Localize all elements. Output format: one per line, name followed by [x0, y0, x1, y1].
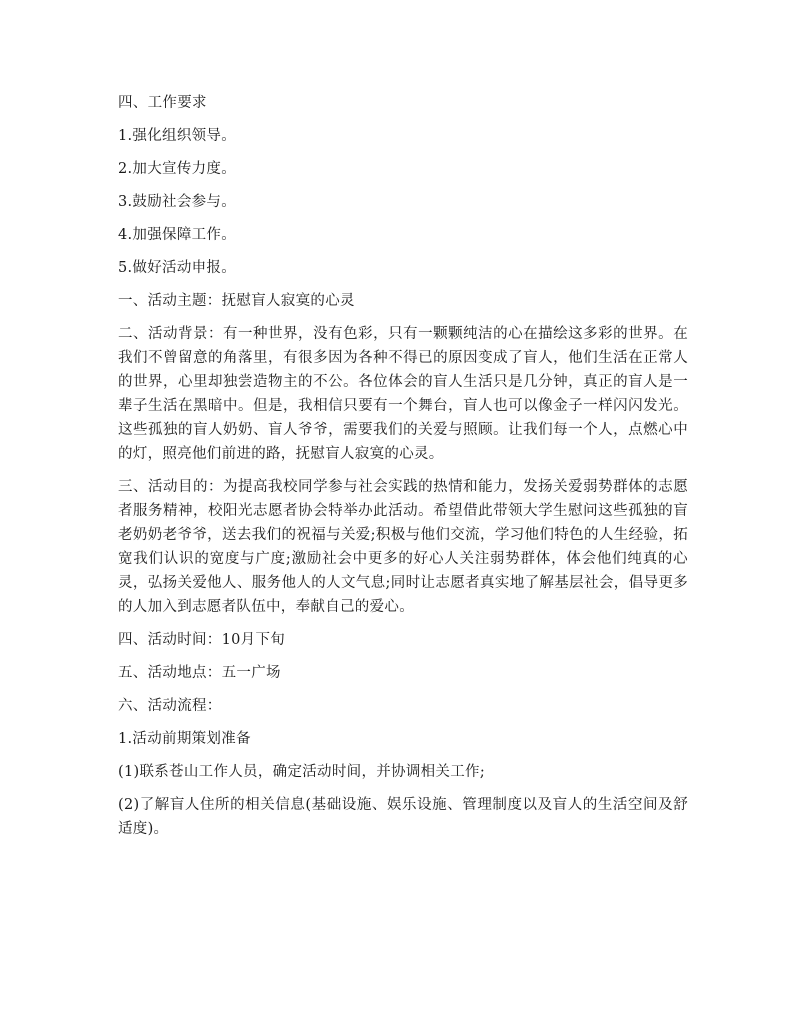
list-item: 5.做好活动申报。	[118, 260, 237, 276]
activity-location: 五、活动地点：五一广场	[118, 665, 281, 681]
list-item: 4.加强保障工作。	[118, 227, 237, 243]
activity-theme: 一、活动主题：抚慰盲人寂寞的心灵	[118, 293, 355, 309]
activity-time: 四、活动时间：10月下旬	[118, 632, 286, 648]
list-item: 2.加大宣传力度。	[118, 161, 237, 177]
process-substep: (1)联系苍山工作人员，确定活动时间，并协调相关工作;	[118, 764, 486, 780]
process-step: 1.活动前期策划准备	[118, 731, 251, 747]
process-substep: (2)了解盲人住所的相关信息(基础设施、娱乐设施、管理制度以及盲人的生活空间及舒适度)。	[118, 797, 688, 837]
list-item: 3.鼓励社会参与。	[118, 194, 237, 210]
list-item: 1.强化组织领导。	[118, 128, 237, 144]
activity-background: 二、活动背景：有一种世界，没有色彩，只有一颗颗纯洁的心在描绘这多彩的世界。在我们不曾留意的角落里，有很多因为各种不得已的原因变成了盲人，他们生活在正常人的世界，心里却独尝造物主的不公。各位体会的盲人生活只是几分钟，真正的盲人是一辈子生活在黑暗中。但是，我相信只要有一个舞台，盲人也可以像金子一样闪闪发光。这些孤独的盲人奶奶、盲人爷爷，需要我们的关爱与照顾。让我们每一个人，点燃心中的灯，照亮他们前进的路，抚慰盲人寂寞的心灵。	[118, 326, 688, 462]
section-heading-work-requirements: 四、工作要求	[118, 95, 207, 111]
document-page	[118, 91, 688, 850]
activity-purpose: 三、活动目的：为提高我校同学参与社会实践的热情和能力，发扬关爱弱势群体的志愿者服务精神，校阳光志愿者协会特举办此活动。希望借此带领大学生慰问这些孤独的盲老奶奶老爷爷，送去我们的祝福与关爱;积极与他们交流，学习他们特色的人生经验，拓宽我们认识的宽度与广度;激励社会中更多的好心人关注弱势群体，体会他们纯真的心灵，弘扬关爱他人、服务他人的人文气息;同时让志愿者真实地了解基层社会，倡导更多的人加入到志愿者队伍中，奉献自己的爱心。	[118, 479, 688, 615]
activity-process-heading: 六、活动流程：	[118, 698, 222, 714]
